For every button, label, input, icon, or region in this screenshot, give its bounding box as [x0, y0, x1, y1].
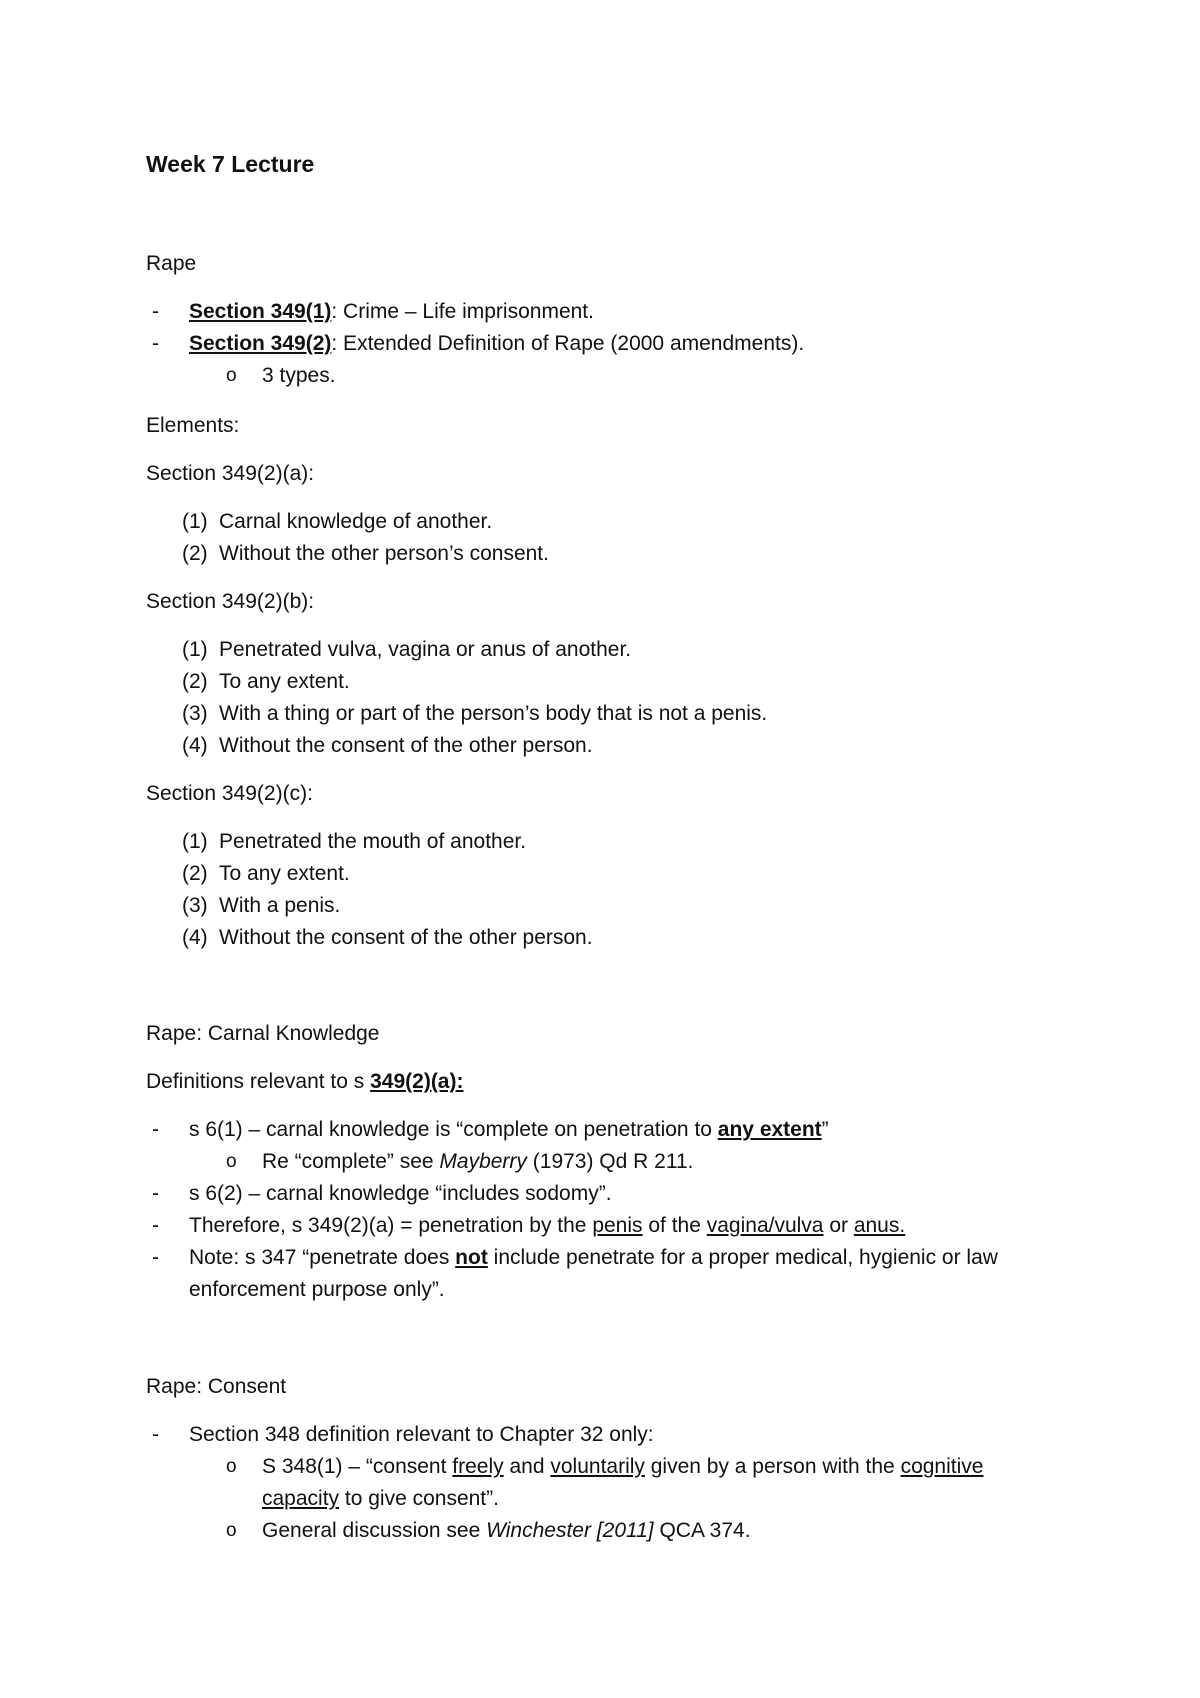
ck-sub-bullet — [262, 1149, 693, 1175]
s349-2a-item: Carnal knowledge of another. — [219, 510, 493, 533]
definitions-line — [146, 1069, 463, 1095]
dash-bullet: - — [152, 1118, 159, 1141]
rape-heading: Rape — [146, 252, 197, 275]
sub-bullet: o — [226, 1456, 237, 1477]
item-number: (1) — [182, 830, 208, 853]
dash-bullet: - — [152, 332, 159, 355]
item-number: (1) — [182, 510, 208, 533]
c-s1-mid1: and — [503, 1455, 551, 1478]
ck-b1-emphasis: any extent — [717, 1118, 822, 1141]
s349-2c-item: Without the consent of the other person. — [219, 926, 593, 949]
sub-bullet: o — [226, 1151, 237, 1172]
definitions-prefix: Definitions relevant to s — [146, 1070, 371, 1093]
consent-bullet-1: Section 348 definition relevant to Chapter 32 only: — [189, 1423, 654, 1446]
case-name: Mayberry — [439, 1150, 527, 1173]
c-s2-post: QCA 374. — [653, 1519, 751, 1542]
c-s1-u2: voluntarily — [550, 1455, 645, 1478]
s349-2b-item: Penetrated vulva, vagina or anus of another. — [219, 638, 632, 661]
consent-heading: Rape: Consent — [146, 1375, 287, 1398]
bullet-s349-2 — [189, 331, 804, 357]
consent-sub-2 — [262, 1518, 751, 1544]
ck-sub-post: (1973) Qd R 211. — [526, 1150, 694, 1173]
ck-b3-u3: anus. — [853, 1214, 906, 1237]
item-number: (2) — [182, 542, 208, 565]
dash-bullet: - — [152, 1423, 159, 1446]
item-number: (3) — [182, 894, 208, 917]
s349-2a-item: Without the other person’s consent. — [219, 542, 549, 565]
dash-bullet: - — [152, 1182, 159, 1205]
ck-b4-emphasis: not — [455, 1246, 488, 1269]
definitions-ref: 349(2)(a): — [370, 1070, 464, 1093]
ck-bullet-2: s 6(2) – carnal knowledge “includes sodomy”. — [189, 1182, 612, 1205]
sub-bullet: o — [226, 1520, 237, 1541]
s349-2-link: Section 349(2) — [189, 332, 332, 355]
ck-bullet-1 — [189, 1117, 829, 1143]
bullet-s349-1 — [189, 299, 594, 325]
item-number: (2) — [182, 862, 208, 885]
ck-b3-u1: penis — [592, 1214, 643, 1237]
ck-heading: Rape: Carnal Knowledge — [146, 1022, 380, 1045]
s349-2b-heading: Section 349(2)(b): — [146, 590, 315, 613]
s349-1-link: Section 349(1) — [189, 300, 332, 323]
consent-sub-1 — [262, 1454, 983, 1480]
s349-2c-item: Penetrated the mouth of another. — [219, 830, 527, 853]
page-title: Week 7 Lecture — [146, 151, 315, 177]
c-s1-mid2: given by a person with the — [644, 1455, 901, 1478]
item-number: (1) — [182, 638, 208, 661]
c-s2-pre: General discussion see — [262, 1519, 487, 1542]
s349-1-text: : Crime – Life imprisonment. — [331, 300, 594, 323]
s349-2c-item: With a penis. — [219, 894, 341, 917]
dash-bullet: - — [152, 1214, 159, 1237]
dash-bullet: - — [152, 1246, 159, 1269]
ck-b1-pre: s 6(1) – carnal knowledge is “complete on penetration to — [189, 1118, 718, 1141]
s349-2b-item: With a thing or part of the person’s body that is not a penis. — [219, 702, 768, 725]
item-number: (4) — [182, 734, 208, 757]
c-s1-line2-u: capacity — [262, 1487, 340, 1510]
case-name: Winchester [2011] — [486, 1519, 654, 1542]
consent-sub-1-continued — [262, 1486, 499, 1512]
ck-bullet-4 — [189, 1245, 998, 1271]
c-s1-line2-post: to give consent”. — [339, 1487, 499, 1510]
item-number: (2) — [182, 670, 208, 693]
dash-bullet: - — [152, 300, 159, 323]
ck-b3-mid2: or — [823, 1214, 854, 1237]
item-number: (3) — [182, 702, 208, 725]
ck-sub-pre: Re “complete” see — [262, 1150, 440, 1173]
c-s1-u3: cognitive — [900, 1455, 984, 1478]
c-s1-u1: freely — [452, 1455, 504, 1478]
s349-2c-heading: Section 349(2)(c): — [146, 782, 313, 805]
ck-b3-mid1: of the — [642, 1214, 707, 1237]
ck-bullet-4-continued: enforcement purpose only”. — [189, 1278, 445, 1301]
s349-2c-item: To any extent. — [219, 862, 350, 885]
s349-2b-item: To any extent. — [219, 670, 350, 693]
ck-bullet-3 — [189, 1213, 905, 1239]
ck-b4-pre: Note: s 347 “penetrate does — [189, 1246, 456, 1269]
s349-2b-item: Without the consent of the other person. — [219, 734, 593, 757]
ck-b4-post: include penetrate for a proper medical, hygienic or law — [487, 1246, 998, 1269]
elements-heading: Elements: — [146, 414, 240, 437]
c-s1-pre: S 348(1) – “consent — [262, 1455, 453, 1478]
ck-b3-pre: Therefore, s 349(2)(a) = penetration by the — [189, 1214, 593, 1237]
sub-bullet: o — [226, 365, 237, 386]
item-number: (4) — [182, 926, 208, 949]
s349-2a-heading: Section 349(2)(a): — [146, 462, 315, 485]
ck-b1-post: ” — [821, 1118, 829, 1141]
ck-b3-u2: vagina/vulva — [706, 1214, 824, 1237]
types-text: 3 types. — [262, 364, 336, 387]
s349-2-text: : Extended Definition of Rape (2000 amendments). — [331, 332, 805, 355]
